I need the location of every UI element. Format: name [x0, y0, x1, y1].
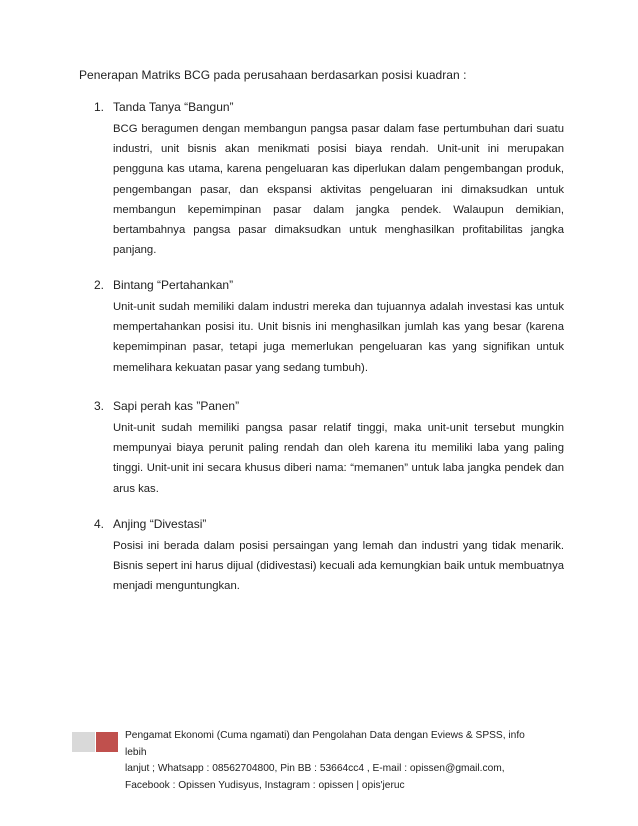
section-4 [94, 515, 564, 597]
section-number: 4. [94, 517, 105, 531]
section-heading [94, 276, 564, 294]
footer-line: Facebook : Opissen Yudisyus, Instagram : opissen | opis'jeruc [125, 779, 405, 791]
section-number: 1. [94, 100, 105, 114]
section-title: Bintang “Pertahankan” [113, 278, 234, 292]
section-title: Tanda Tanya “Bangun” [113, 100, 234, 114]
section-1 [94, 98, 564, 260]
footer-red-block [96, 732, 118, 752]
section-number: 2. [94, 278, 105, 292]
section-title: Sapi perah kas ”Panen” [113, 399, 240, 413]
footer-contact-info [125, 728, 545, 794]
section-3 [94, 397, 564, 499]
intro-paragraph: Penerapan Matriks BCG pada perusahaan berdasarkan posisi kuadran : [79, 68, 467, 82]
footer-grey-block [72, 732, 95, 752]
section-heading [94, 397, 564, 415]
section-title: Anjing “Divestasi” [113, 517, 207, 531]
section-2 [94, 276, 564, 378]
section-body: Unit-unit sudah memiliki dalam industri mereka dan tujuannya adalah investasi kas untuk mempertahankan posisi itu. Unit bisnis ini menghasilkan jumlah kas yang besar (karena kepemimpinan pasar, tetapi juga memerlukan pengeluaran kas yang signifikan untuk memelihara kekuatan pasar yang sedang tumbuh). [113, 301, 564, 374]
section-heading [94, 515, 564, 533]
section-number: 3. [94, 399, 105, 413]
footer-line: Pengamat Ekonomi (Cuma ngamati) dan Pengolahan Data dengan Eviews & SPSS, info lebih [125, 730, 525, 758]
section-body: Unit-unit sudah memiliki pangsa pasar relatif tinggi, maka unit-unit tersebut mungkin mempunyai biaya perunit paling rendah dan oleh karena itu memiliki laba yang paling tinggi. Unit-unit ini secara khusus diberi nama: “memanen” untuk laba jangka pendek dan arus kas. [113, 422, 564, 495]
section-body: BCG beragumen dengan membangun pangsa pasar dalam fase pertumbuhan dari suatu industri, unit bisnis akan menikmati posisi biaya rendah. Unit-unit ini merupakan pengguna kas utama, karena pengeluaran kas diperlukan dalam pengembangan produk, pengembangan pasar, dan ekspansi aktivitas pengeluaran ini dimaksudkan untuk membangun kepemimpinan pasar dalam jangka pendek. Walaupun demikian, bertambahnya pangsa pasar dimaksudkan untuk menghasilkan profitabilitas jangka panjang. [113, 123, 564, 257]
footer-line: lanjut ; Whatsapp : 08562704800, Pin BB : 53664cc4 , E-mail : opissen@gmail.com, [125, 763, 505, 774]
section-body: Posisi ini berada dalam posisi persaingan yang lemah dan industri yang tidak menarik. Bisnis sepert ini harus dijual (didivestasi) kecuali ada kemungkian baik untuk membuatnya menjadi menguntungkan. [113, 540, 564, 593]
section-heading [94, 98, 564, 116]
